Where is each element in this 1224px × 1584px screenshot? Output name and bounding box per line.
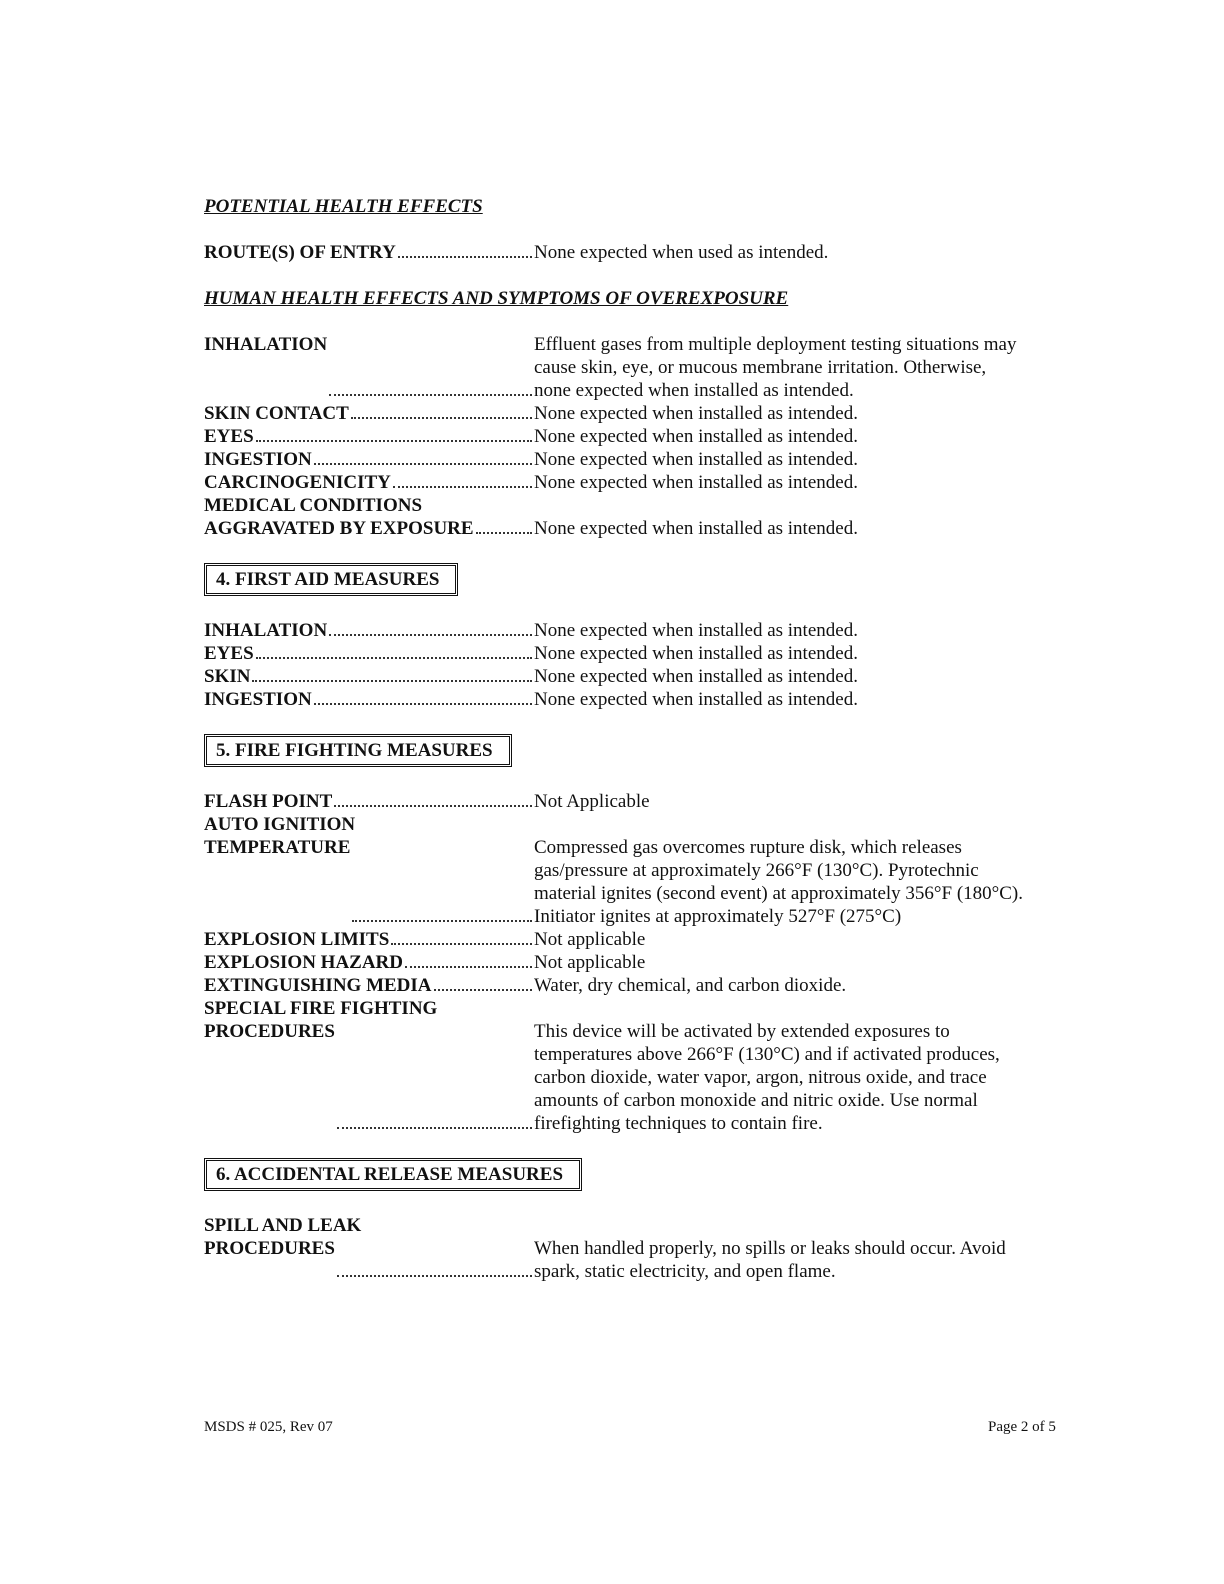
fire-fighting-section-title: 5. FIRE FIGHTING MEASURES: [204, 734, 512, 767]
health-row-skin-contact: [204, 402, 1064, 425]
first-aid-value-ingestion: None expected when installed as intended.: [534, 689, 858, 710]
explosion-limits-value: Not applicable: [534, 929, 646, 950]
explosion-limits-label: EXPLOSION LIMITS: [204, 929, 390, 950]
spill-and-leak-label: SPILL AND LEAK: [204, 1215, 362, 1236]
health-label-inhalation: INHALATION: [204, 334, 328, 355]
health-label-ingestion: INGESTION: [204, 449, 312, 470]
auto-ignition-value: Compressed gas overcomes rupture disk, which releases gas/pressure at approximately 266°F (130°C). Pyrotechnic material ignites (second event) at approximately 356°F (180°C). Initiator ignites at approximately 527°F (275°C): [534, 837, 1024, 927]
first-aid-label-ingestion: INGESTION: [204, 689, 312, 710]
health-label-carcinogenicity: CARCINOGENICITY: [204, 472, 391, 493]
explosion-hazard-value: Not applicable: [534, 952, 646, 973]
procedures-label: PROCEDURES: [204, 1021, 335, 1042]
spill-procedures-value: When handled properly, no spills or leaks should occur. Avoid spark, static electricity, and open flame.: [534, 1238, 1006, 1282]
special-procedures-value: This device will be activated by extended exposures to temperatures above 266°F (130°C) and if activated produces, carbon dioxide, water vapor, argon, nitrous oxide, and trace amounts of carbon monoxide and nitric oxide. Use normal firefighting techniques to contain fire.: [534, 1021, 1000, 1134]
medical-conditions-label: MEDICAL CONDITIONS: [204, 495, 423, 516]
spill-leak-label-row: [204, 1214, 1064, 1237]
first-aid-row-skin: [204, 665, 1064, 688]
accidental-release-section-title: 6. ACCIDENTAL RELEASE MEASURES: [204, 1158, 582, 1191]
medical-conditions-label-row: [204, 494, 1064, 517]
first-aid-row-ingestion: [204, 688, 1064, 711]
first-aid-value-inhalation: None expected when installed as intended.: [534, 620, 858, 641]
first-aid-value-skin: None expected when installed as intended.: [534, 666, 858, 687]
first-aid-value-eyes: None expected when installed as intended.: [534, 643, 858, 664]
medical-conditions-row: [204, 517, 1064, 540]
flash-point-value: Not Applicable: [534, 791, 650, 812]
first-aid-label-eyes: EYES: [204, 643, 254, 664]
health-value-eyes: None expected when installed as intended.: [534, 426, 858, 447]
auto-ignition-label: AUTO IGNITION: [204, 814, 356, 835]
spill-procedures-row: [204, 1237, 1064, 1283]
first-aid-row-inhalation: [204, 619, 1064, 642]
medical-conditions-value: None expected when installed as intended.: [534, 518, 858, 539]
document-body: [204, 195, 1064, 1283]
special-fire-fighting-label-row: [204, 997, 1064, 1020]
route-of-entry-label: ROUTE(S) OF ENTRY: [204, 242, 396, 263]
potential-health-effects-heading: POTENTIAL HEALTH EFFECTS: [204, 196, 483, 217]
extinguishing-media-value: Water, dry chemical, and carbon dioxide.: [534, 975, 847, 996]
first-aid-label-skin: SKIN: [204, 666, 251, 687]
explosion-limits-row: [204, 928, 1064, 951]
health-label-skin-contact: SKIN CONTACT: [204, 403, 349, 424]
health-value-ingestion: None expected when installed as intended.: [534, 449, 858, 470]
health-row-ingestion: [204, 448, 1064, 471]
first-aid-label-inhalation: INHALATION: [204, 620, 328, 641]
first-aid-section-title: 4. FIRST AID MEASURES: [204, 563, 458, 596]
health-row-eyes: [204, 425, 1064, 448]
extinguishing-media-row: [204, 974, 1064, 997]
first-aid-row-eyes: [204, 642, 1064, 665]
explosion-hazard-row: [204, 951, 1064, 974]
health-value-inhalation: Effluent gases from multiple deployment testing situations may cause skin, eye, or mucous membrane irritation. Otherwise, none expected when installed as intended.: [534, 334, 1017, 401]
health-value-carcinogenicity: None expected when installed as intended.: [534, 472, 858, 493]
human-health-effects-heading: HUMAN HEALTH EFFECTS AND SYMPTOMS OF OVEREXPOSURE: [204, 288, 789, 309]
aggravated-by-exposure-label: AGGRAVATED BY EXPOSURE: [204, 518, 474, 539]
route-of-entry-row: [204, 241, 1064, 264]
footer-document-id: MSDS # 025, Rev 07: [204, 1419, 333, 1435]
health-value-skin-contact: None expected when installed as intended.: [534, 403, 858, 424]
flash-point-label: FLASH POINT: [204, 791, 333, 812]
auto-ignition-label-row: [204, 813, 1064, 836]
health-row-carcinogenicity: [204, 471, 1064, 494]
auto-ignition-row: [204, 836, 1064, 928]
health-row-inhalation: [204, 333, 1064, 402]
route-of-entry-value: None expected when used as intended.: [534, 242, 829, 263]
special-procedures-row: [204, 1020, 1064, 1135]
health-label-eyes: EYES: [204, 426, 254, 447]
spill-procedures-label: PROCEDURES: [204, 1238, 335, 1259]
explosion-hazard-label: EXPLOSION HAZARD: [204, 952, 403, 973]
special-fire-fighting-label: SPECIAL FIRE FIGHTING: [204, 998, 438, 1019]
extinguishing-media-label: EXTINGUISHING MEDIA: [204, 975, 432, 996]
footer-page-number: Page 2 of 5: [988, 1419, 1056, 1435]
temperature-label: TEMPERATURE: [204, 837, 351, 858]
flash-point-row: [204, 790, 1064, 813]
